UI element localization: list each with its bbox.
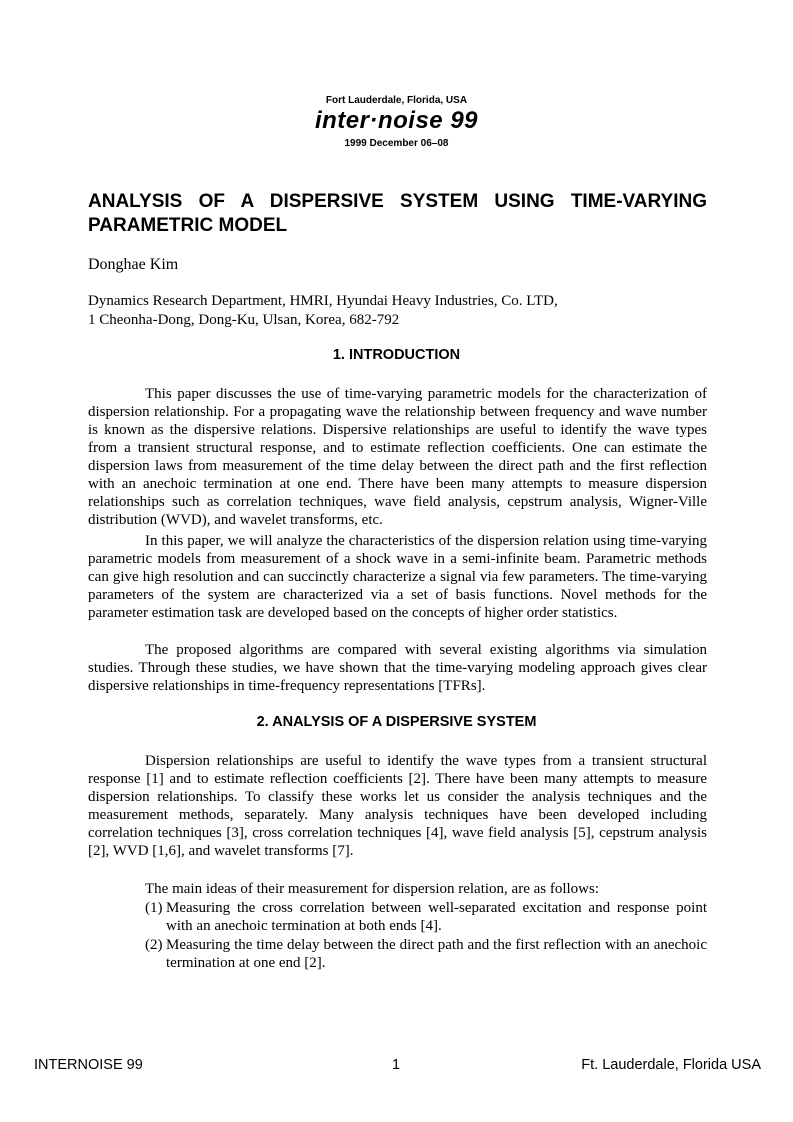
list-item-number: (2) [145,937,163,953]
author-name: Donghae Kim [88,256,179,273]
list-item [145,936,707,972]
analysis-paragraph-1: Dispersion relationships are useful to identify the wave types from a transient structural response [1] and to estimate reflection coefficients [2]. There have been many attempts to measure dispersion relationships. To classify these works let us consider the analysis techniques and the measurement methods, separately. Many analysis techniques have been developed including correlation techniques [3], cross correlation techniques [4], wave field analysis [5], cepstrum analysis [2], WVD [1,6], and wavelet transforms [7]. [88,753,707,860]
affiliation-line-2: 1 Cheonha-Dong, Dong-Ku, Ulsan, Korea, 682-792 [88,312,400,328]
analysis-paragraph-2: The main ideas of their measurement for dispersion relation, are as follows: [145,881,600,897]
intro-paragraph-1: This paper discusses the use of time-varying parametric models for the characterization of dispersion relationship. For a propagating wave the relationship between frequency and wave number is known as the dispersive relations. Dispersive relationships are useful to identify the wave types from a transient structural response, and to estimate reflection coefficients. One can estimate the dispersion laws from measurement of the time delay between the direct path and the first reflection with an anechoic termination at one end. There have been many attempts to measure dispersion relationships such as correlation techniques, wave field analysis, cepstrum analysis, Wigner-Ville distribution (WVD), and wavelet transforms, etc. [88,386,707,529]
footer-conference: INTERNOISE 99 [34,1057,143,1073]
section-heading-introduction: 1. INTRODUCTION [332,347,461,363]
paper-title: ANALYSIS OF A DISPERSIVE SYSTEM USING TIME-VARYING PARAMETRIC MODEL [88,191,707,236]
intro-paragraph-2: In this paper, we will analyze the characteristics of the dispersion relation using time-varying parametric models from measurement of a shock wave in a semi-infinite beam. Parametric methods can give high resolution and can succinctly characterize a signal via few parameters. The time-varying parameters of the system are characterized via a set of basis functions. Novel methods for the parameter estimation task are developed based on the concepts of higher order statistics. [88,533,707,622]
conference-logo: inter·noise 99 [314,107,479,134]
intro-paragraph-3: The proposed algorithms are compared with several existing algorithms via simulation studies. Through these studies, we have shown that the time-varying modeling approach gives clear dispersive relationships in time-frequency representations [TFRs]. [88,642,707,695]
affiliation-line-1: Dynamics Research Department, HMRI, Hyundai Heavy Industries, Co. LTD, [88,293,558,309]
conference-location: Fort Lauderdale, Florida, USA [325,95,468,106]
list-item [145,899,707,935]
section-heading-analysis: 2. ANALYSIS OF A DISPERSIVE SYSTEM [256,714,537,730]
list-item-text: Measuring the time delay between the direct path and the first reflection with an anechoic termination at one end [2]. [166,937,707,972]
footer-location: Ft. Lauderdale, Florida USA [581,1057,761,1073]
conference-date: 1999 December 06–08 [344,138,449,149]
list-item-text: Measuring the cross correlation between well-separated excitation and response point with an anechoic termination at both ends [4]. [166,900,707,935]
list-item-number: (1) [145,900,163,916]
footer-page-number: 1 [392,1057,401,1073]
